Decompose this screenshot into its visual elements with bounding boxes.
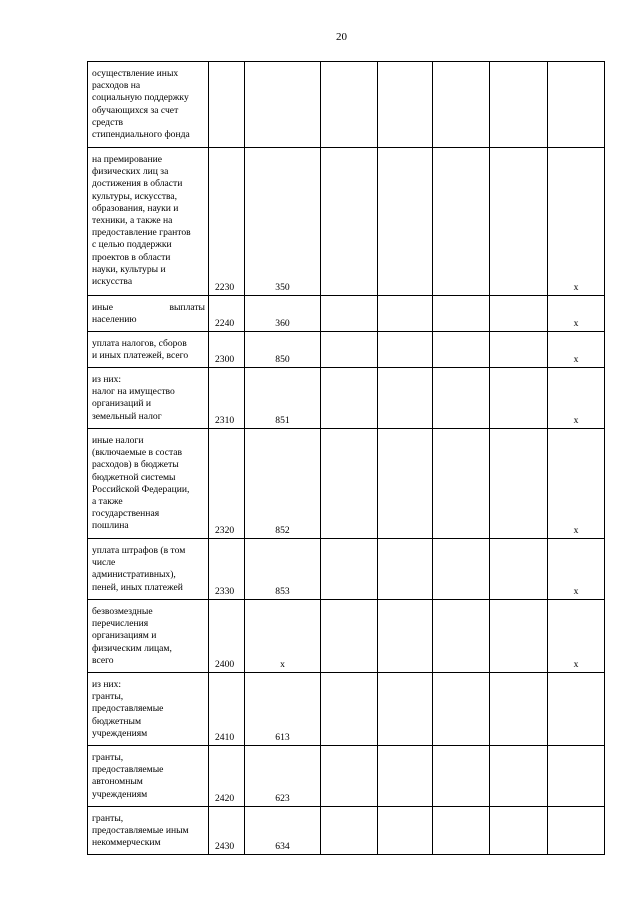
table-row (88, 429, 605, 539)
row-x-cell (548, 807, 605, 855)
row-code-cell: 2330 (209, 539, 245, 600)
row-x-cell: x (548, 148, 605, 296)
row-name-line: искусства (92, 276, 133, 288)
amount-cell (378, 368, 433, 429)
amount-cell (433, 296, 490, 332)
amount-cell (321, 746, 378, 807)
row-code-cell (209, 62, 245, 148)
row-name-line: административных), (92, 569, 176, 581)
row-name-line: физических лиц за (92, 166, 169, 178)
row-code-cell: 2320 (209, 429, 245, 539)
row-name-cell (88, 600, 209, 673)
row-name-line: с целью поддержки (92, 239, 172, 251)
table-row (88, 148, 605, 296)
row-name-word: выплаты (169, 302, 205, 313)
row-name-line: гранты, (92, 691, 124, 703)
row-name-line: на премирование (92, 154, 162, 165)
amount-cell (490, 600, 548, 673)
table-row (88, 332, 605, 368)
row-code-cell: 2430 (209, 807, 245, 855)
row-x-cell: x (548, 429, 605, 539)
row-code-cell: 2300 (209, 332, 245, 368)
row-name-line: земельный налог (92, 410, 162, 422)
amount-cell (321, 429, 378, 539)
row-name-line: предоставление грантов (92, 227, 191, 239)
row-code-cell: 2240 (209, 296, 245, 332)
amount-cell (378, 332, 433, 368)
row-name-line: организаций и (92, 398, 152, 410)
row-name-line: перечисления (92, 618, 149, 630)
row-name-line: осуществление иных (92, 68, 179, 79)
amount-cell (490, 746, 548, 807)
amount-cell (490, 368, 548, 429)
row-name-line: предоставляемые иным (92, 825, 189, 837)
row-name-line: образования, науки и (92, 202, 179, 214)
row-name-line: безвозмездные (92, 606, 153, 617)
amount-cell (378, 807, 433, 855)
row-name-line: (включаемые в состав (92, 447, 183, 459)
row-code-cell: 2230 (209, 148, 245, 296)
report-table (87, 61, 605, 855)
amount-cell (378, 296, 433, 332)
row-name-line: обучающихся за счет (92, 104, 179, 116)
amount-cell (378, 429, 433, 539)
amount-cell (433, 332, 490, 368)
row-name-cell (88, 332, 209, 368)
row-code-cell: 2420 (209, 746, 245, 807)
amount-cell (378, 62, 433, 148)
row-name-line: населению (92, 314, 137, 326)
row-x-cell: x (548, 332, 605, 368)
table-row (88, 368, 605, 429)
row-name-word: иные (92, 302, 113, 313)
row-x-cell (548, 746, 605, 807)
row-name-line: и иных платежей, всего (92, 350, 189, 362)
row-name-cell (88, 296, 209, 332)
row-code-cell: 2400 (209, 600, 245, 673)
amount-cell (321, 296, 378, 332)
row-name-line: достижения в области (92, 178, 183, 190)
amount-cell (433, 368, 490, 429)
row-name-cell (88, 429, 209, 539)
row-name-line: уплата штрафов (в том (92, 545, 186, 556)
row-name-line: пеней, иных платежей (92, 581, 183, 593)
amount-cell (433, 62, 490, 148)
row-name-line (92, 302, 205, 314)
row-x-cell: x (548, 368, 605, 429)
amount-cell (378, 673, 433, 746)
row-kosgu-cell (245, 62, 321, 148)
row-name-cell (88, 673, 209, 746)
row-x-cell: x (548, 296, 605, 332)
row-name-cell (88, 746, 209, 807)
row-name-line: пошлина (92, 520, 129, 532)
amount-cell (490, 62, 548, 148)
row-name-line: уплата налогов, сборов (92, 338, 187, 349)
row-name-cell (88, 148, 209, 296)
row-name-line: организациям и (92, 630, 157, 642)
row-name-cell (88, 539, 209, 600)
amount-cell (321, 62, 378, 148)
row-name-line: иные налоги (92, 435, 144, 446)
row-name-line: расходов) в бюджеты (92, 459, 179, 471)
row-x-cell: x (548, 600, 605, 673)
row-name-line: культуры, искусства, (92, 190, 178, 202)
amount-cell (378, 600, 433, 673)
row-name-line: некоммерческим (92, 837, 161, 849)
amount-cell (490, 539, 548, 600)
table-row (88, 746, 605, 807)
row-name-cell (88, 368, 209, 429)
row-kosgu-cell: 350 (245, 148, 321, 296)
row-name-line: налог на имущество (92, 386, 175, 398)
amount-cell (378, 148, 433, 296)
row-kosgu-cell: 613 (245, 673, 321, 746)
amount-cell (433, 539, 490, 600)
table-row (88, 807, 605, 855)
amount-cell (490, 429, 548, 539)
amount-cell (321, 368, 378, 429)
row-name-line: гранты, (92, 752, 124, 763)
row-kosgu-cell: 850 (245, 332, 321, 368)
table-row (88, 600, 605, 673)
amount-cell (378, 539, 433, 600)
amount-cell (490, 673, 548, 746)
amount-cell (321, 539, 378, 600)
amount-cell (433, 807, 490, 855)
row-name-line: техники, а также на (92, 215, 173, 227)
row-name-line: учреждениям (92, 788, 148, 800)
row-name-cell (88, 62, 209, 148)
amount-cell (490, 148, 548, 296)
row-x-cell (548, 62, 605, 148)
page-number: 20 (336, 31, 347, 43)
row-kosgu-cell: 853 (245, 539, 321, 600)
row-name-line: гранты, (92, 813, 124, 824)
table-row (88, 62, 605, 148)
row-name-line: проектов в области (92, 251, 171, 263)
row-kosgu-cell: 634 (245, 807, 321, 855)
row-kosgu-cell: 851 (245, 368, 321, 429)
amount-cell (490, 332, 548, 368)
row-name-line: средств (92, 116, 124, 128)
row-name-line: науки, культуры и (92, 263, 166, 275)
amount-cell (321, 148, 378, 296)
amount-cell (433, 429, 490, 539)
table-row (88, 539, 605, 600)
row-name-line: Российской Федерации, (92, 483, 190, 495)
amount-cell (433, 746, 490, 807)
row-name-line: предоставляемые (92, 764, 164, 776)
amount-cell (490, 296, 548, 332)
amount-cell (433, 148, 490, 296)
row-name-line: стипендиального фонда (92, 129, 190, 141)
row-kosgu-cell: x (245, 600, 321, 673)
row-name-line: предоставляемые (92, 703, 164, 715)
row-name-line: а также (92, 496, 123, 508)
table-row (88, 296, 605, 332)
row-name-line: физическим лицам, (92, 642, 172, 654)
amount-cell (321, 600, 378, 673)
row-name-line: из них: (92, 374, 122, 385)
row-name-line: из них: (92, 679, 122, 690)
row-name-line: бюджетным (92, 715, 142, 727)
row-name-line: автономным (92, 776, 143, 788)
amount-cell (321, 807, 378, 855)
row-name-line: числе (92, 557, 116, 569)
amount-cell (321, 673, 378, 746)
row-name-line: учреждениям (92, 727, 148, 739)
row-code-cell: 2410 (209, 673, 245, 746)
row-name-line: расходов на (92, 80, 141, 92)
row-name-line: государственная (92, 508, 160, 520)
row-kosgu-cell: 623 (245, 746, 321, 807)
row-kosgu-cell: 852 (245, 429, 321, 539)
amount-cell (490, 807, 548, 855)
row-code-cell: 2310 (209, 368, 245, 429)
row-kosgu-cell: 360 (245, 296, 321, 332)
amount-cell (321, 332, 378, 368)
row-name-line: социальную поддержку (92, 92, 189, 104)
row-name-line: бюджетной системы (92, 471, 176, 483)
row-x-cell (548, 673, 605, 746)
amount-cell (378, 746, 433, 807)
row-name-line: всего (92, 654, 114, 666)
amount-cell (433, 673, 490, 746)
row-x-cell: x (548, 539, 605, 600)
row-name-cell (88, 807, 209, 855)
table-row (88, 673, 605, 746)
amount-cell (433, 600, 490, 673)
